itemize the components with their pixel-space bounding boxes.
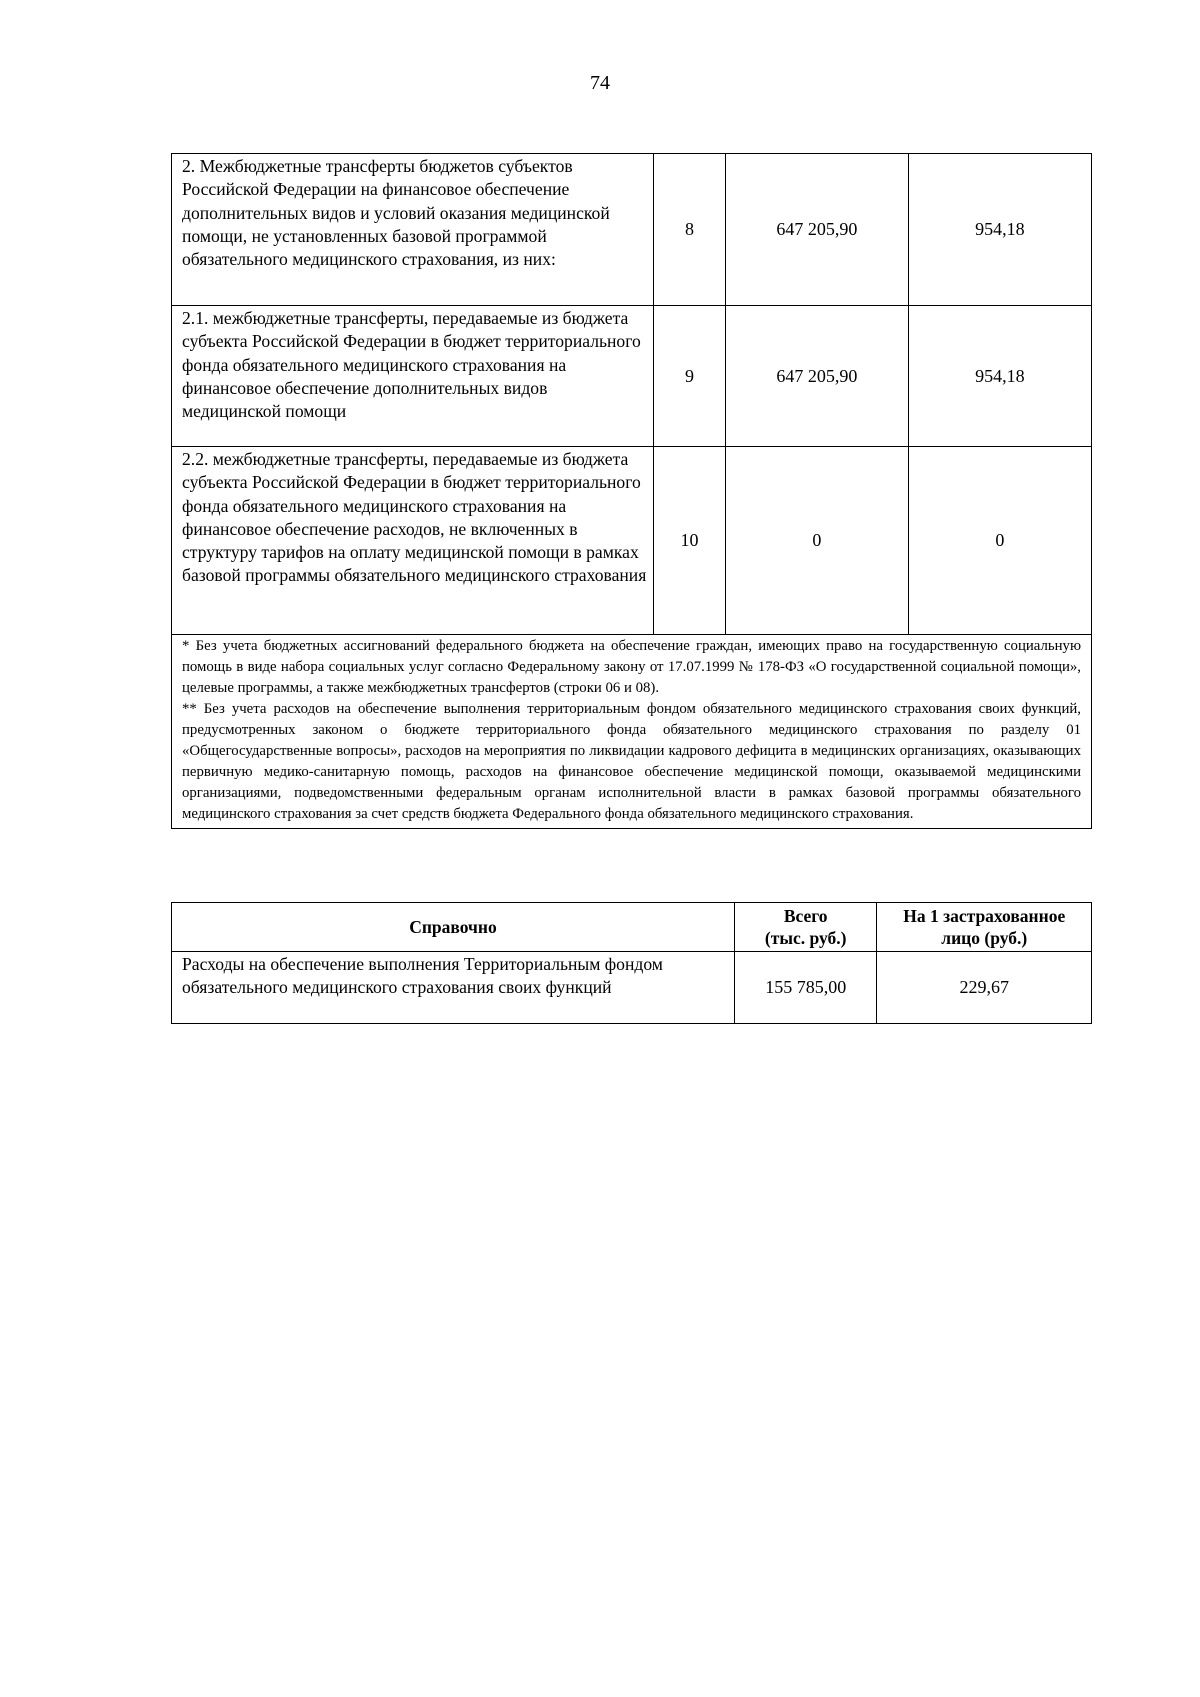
row-total-value: 647 205,90 xyxy=(725,154,908,306)
row-description: 2.1. межбюджетные трансферты, передаваемые из бюджета субъекта Российской Федерации в бюджет территориального фонда обязательного медицинского страхования на финансовое обеспечение дополнительных видов медицинской помощи xyxy=(172,306,654,447)
row-description: 2.2. межбюджетные трансферты, передаваемые из бюджета субъекта Российской Федерации в бюджет территориального фонда обязательного медицинского страхования на финансовое обеспечение расходов, не включенных в структуру тарифов на оплату медицинской помощи в рамках базовой программы обязательного медицинского страхования xyxy=(172,447,654,635)
reference-header-row xyxy=(172,903,1092,952)
row-line-number: 10 xyxy=(654,447,725,635)
page-number: 74 xyxy=(590,72,610,94)
reference-row-total: 155 785,00 xyxy=(734,952,877,1024)
footnote-2: ** Без учета расходов на обеспечение выполнения территориальным фондом обязательного медицинского страхования своих функций, предусмотренных законом о бюджете территориального фонда обязательного медицинского страхования по разделу 01 «Общегосударственные вопросы», расходов на мероприятия по ликвидации кадрового дефицита в медицинских организациях, оказывающих первичную медико-санитарную помощь, расходов на финансовое обеспечение медицинской помощи, оказываемой медицинскими организациями, подведомственными федеральным органам исполнительной власти в рамках базовой программы обязательного медицинского страхования за счет средств бюджета Федерального фонда обязательного медицинского страхования. xyxy=(182,701,1081,822)
reference-header-per-person xyxy=(877,903,1092,952)
reference-header-label: Справочно xyxy=(172,903,735,952)
row-total-value: 647 205,90 xyxy=(725,306,908,447)
footnotes xyxy=(172,635,1092,829)
row-per-person-value: 954,18 xyxy=(908,154,1091,306)
header-per-line2: лицо (руб.) xyxy=(941,928,1028,948)
table-row xyxy=(172,447,1092,635)
row-per-person-value: 0 xyxy=(908,447,1091,635)
header-total-line2: (тыс. руб.) xyxy=(764,928,847,948)
header-per-line1: На 1 застрахованное xyxy=(903,906,1066,926)
row-line-number: 8 xyxy=(654,154,725,306)
row-description: 2. Межбюджетные трансферты бюджетов субъектов Российской Федерации на финансовое обеспечение дополнительных видов и условий оказания медицинской помощи, не установленных базовой программой обязательного медицинского страхования, из них: xyxy=(172,154,654,306)
reference-row-per-person: 229,67 xyxy=(877,952,1092,1024)
row-per-person-value: 954,18 xyxy=(908,306,1091,447)
header-total-line1: Всего xyxy=(783,906,828,926)
row-total-value: 0 xyxy=(725,447,908,635)
row-line-number: 9 xyxy=(654,306,725,447)
notes-row xyxy=(172,635,1092,829)
footnote-1: * Без учета бюджетных ассигнований федерального бюджета на обеспечение граждан, имеющих право на государственную социальную помощь в виде набора социальных услуг согласно Федеральному закону от 17.07.1999 № 178-ФЗ «О государственной социальной помощи», целевые программы, а также межбюджетных трансфертов (строки 06 и 08). xyxy=(182,638,1081,696)
table-row xyxy=(172,952,1092,1024)
table-row xyxy=(172,154,1092,306)
reference-header-total xyxy=(734,903,877,952)
reference-table xyxy=(171,902,1092,1024)
table-row xyxy=(172,306,1092,447)
reference-row-description: Расходы на обеспечение выполнения Территориальным фондом обязательного медицинского страхования своих функций xyxy=(172,952,735,1024)
transfers-table xyxy=(171,153,1092,829)
